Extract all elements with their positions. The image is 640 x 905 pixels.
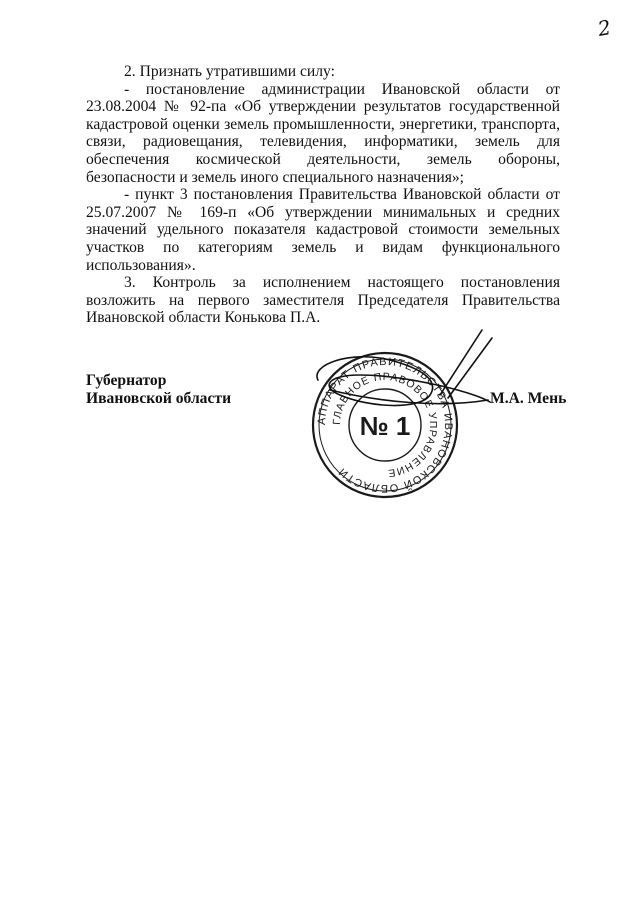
document-body [86,63,560,327]
item-2-bullet-1: - постановление администрации Ивановской области от 23.08.2004 № 92-па «Об утверждении результатов государственной кадастровой оценки земель промышленности, энергетики, транспорта, связи, радиовещания, телевидения, информатики, земель для обеспечения космической деятельности, земель обороны, безопасности и земель иного специального назначения»; [86,80,560,186]
signatory-name: М.А. Мень [490,390,567,407]
item-3-paragraph: 3. Контроль за исполнением настоящего постановления возложить на первого заместителя Председателя Правительства Ивановской области Конькова П.А. [86,274,560,327]
stamp-inner-text: ГЛАВНОЕ ПРАВОВОЕ УПРАВЛЕНИЕ [330,370,440,480]
signatory-title [86,372,231,408]
stamp-outer-text: АППАРАТ ПРАВИТЕЛЬСТВА ИВАНОВСКОЙ ОБЛАСТИ [315,355,455,495]
stamp-number: № 1 [359,411,411,441]
signatory-title-line2: Ивановской области [86,390,232,407]
official-stamp [270,320,530,510]
item-2-bullet-2: - пункт 3 постановления Правительства Ивановской области от 25.07.2007 № 169-п «Об утверждении минимальных и средних значений удельного показателя кадастровой стоимости земельных участков по категориям земель и видам функционального использования». [86,186,560,274]
item-2-heading: 2. Признать утратившими силу: [124,63,335,80]
page-number: 2 [596,15,613,41]
stamp-seal [313,353,457,497]
signatory-title-line1: Губернатор [86,372,167,389]
